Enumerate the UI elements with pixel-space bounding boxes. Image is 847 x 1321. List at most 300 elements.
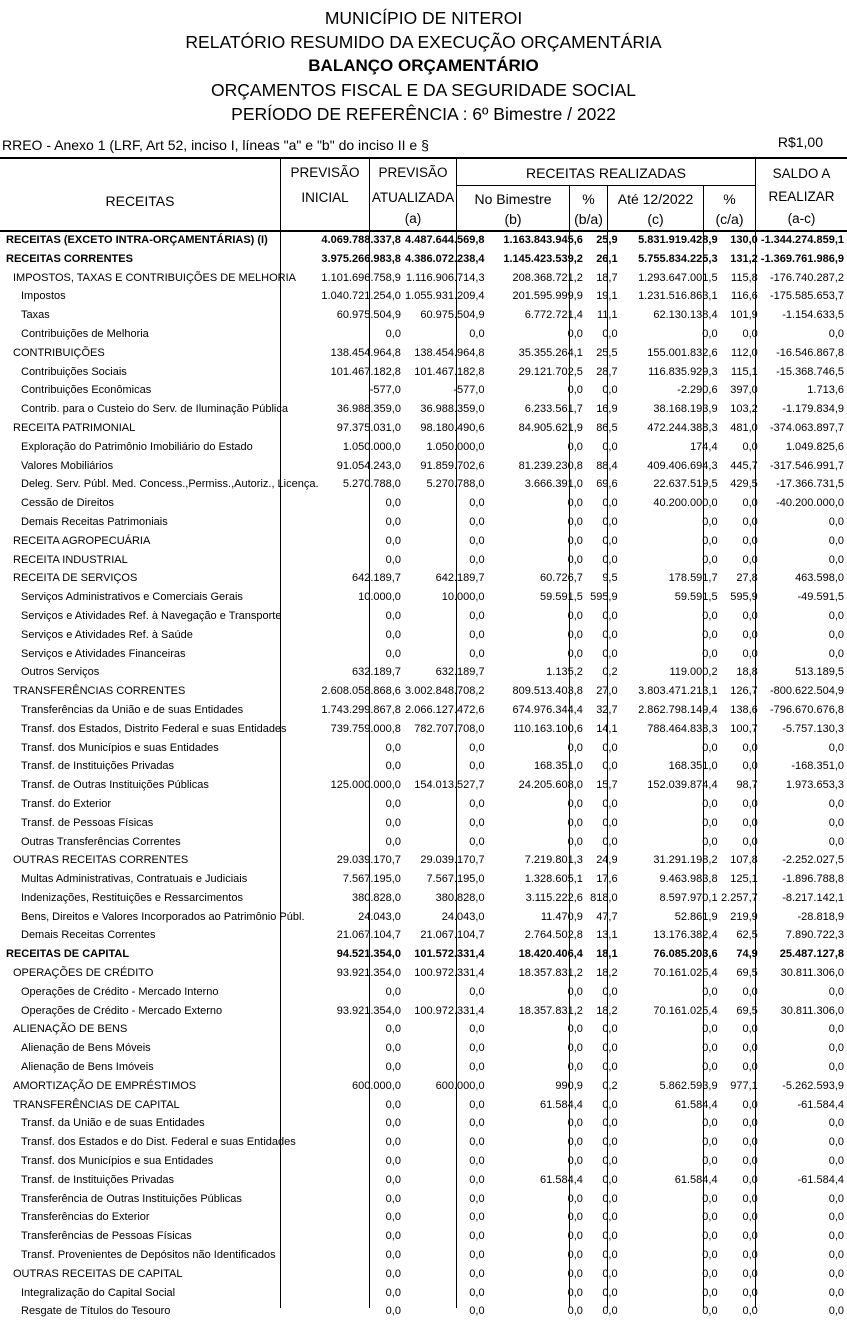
no-bimestre: 59.591,5 bbox=[540, 591, 583, 604]
previsao-atualizada: 101.467.182,8 bbox=[414, 365, 485, 378]
no-bimestre: 1.328.605,1 bbox=[524, 873, 583, 886]
pct-ba: 0,0 bbox=[602, 1305, 618, 1318]
ate-periodo: 0,0 bbox=[702, 609, 718, 622]
ate-periodo: 1.231.516.863,1 bbox=[638, 290, 718, 303]
row-label: AMORTIZAÇÃO DE EMPRÉSTIMOS bbox=[13, 1079, 197, 1092]
col-ate-line1: Até 12/2022 bbox=[617, 191, 694, 207]
table-row bbox=[0, 250, 847, 269]
saldo-a-realizar: -2.252.027,5 bbox=[782, 854, 844, 867]
no-bimestre: 35.355.264,1 bbox=[518, 346, 583, 359]
previsao-inicial: 0,0 bbox=[385, 1211, 401, 1224]
previsao-atualizada: 0,0 bbox=[469, 534, 485, 547]
row-label: ALIENAÇÃO DE BENS bbox=[13, 1023, 128, 1036]
table-row bbox=[0, 739, 847, 758]
saldo-a-realizar: 463.598,0 bbox=[795, 572, 844, 585]
ate-periodo: 174,4 bbox=[690, 440, 718, 453]
previsao-inicial: 600.000,0 bbox=[352, 1079, 401, 1092]
ate-periodo: 0,0 bbox=[702, 985, 718, 998]
col-prev-atual-line3: (a) bbox=[404, 211, 422, 226]
table-row bbox=[0, 1039, 847, 1058]
previsao-inicial: 0,0 bbox=[385, 1136, 401, 1149]
pct-ca: 0,0 bbox=[742, 515, 758, 528]
no-bimestre: 3.115.222,6 bbox=[525, 891, 583, 904]
ate-periodo: 70.161.025,4 bbox=[653, 967, 718, 980]
pct-ca: 0,0 bbox=[742, 816, 758, 829]
table-row bbox=[0, 833, 847, 852]
ate-periodo: 13.176.382,4 bbox=[653, 929, 718, 942]
row-label: Transf. da União e de suas Entidades bbox=[21, 1117, 205, 1130]
saldo-a-realizar: -61.584,4 bbox=[797, 1098, 844, 1111]
pct-ca: 27,8 bbox=[736, 572, 758, 585]
previsao-atualizada: 632.189,7 bbox=[435, 666, 485, 679]
previsao-inicial: 97.375.031,0 bbox=[336, 421, 401, 434]
no-bimestre: 0,0 bbox=[567, 1249, 583, 1262]
ate-periodo: 5.755.834.225,3 bbox=[638, 252, 718, 265]
ate-periodo: 472.244.388,3 bbox=[647, 421, 718, 434]
row-label: Contrib. para o Custeio do Serv. de Iluminação Pública bbox=[21, 403, 288, 416]
row-label: TRANSFERÊNCIAS CORRENTES bbox=[13, 685, 186, 698]
previsao-inicial: 739.759.000,8 bbox=[330, 722, 401, 735]
pct-ca: 0,0 bbox=[742, 1061, 758, 1074]
header-top-rule bbox=[0, 157, 847, 159]
pct-ca: 0,0 bbox=[742, 553, 758, 566]
municipality-title: MUNICÍPIO DE NITEROI bbox=[324, 8, 523, 28]
pct-ca: 0,0 bbox=[742, 1098, 758, 1111]
previsao-atualizada: 0,0 bbox=[469, 1117, 485, 1130]
pct-ba: 0,0 bbox=[602, 327, 618, 340]
table-row bbox=[0, 1152, 847, 1171]
previsao-inicial: 0,0 bbox=[385, 609, 401, 622]
pct-ca: 69,5 bbox=[736, 1004, 758, 1017]
no-bimestre: 0,0 bbox=[567, 1286, 583, 1299]
no-bimestre: 1.145.423.539,2 bbox=[503, 252, 583, 265]
saldo-a-realizar: 25.487.127,8 bbox=[779, 948, 844, 961]
table-row bbox=[0, 1133, 847, 1152]
ate-periodo: 61.584,4 bbox=[674, 1173, 718, 1186]
col-prev-atual-line2: ATUALIZADA bbox=[371, 190, 455, 205]
table-row bbox=[0, 1265, 847, 1284]
table-row bbox=[0, 1114, 847, 1133]
table-row bbox=[0, 701, 847, 720]
pct-ca: 0,0 bbox=[742, 497, 758, 510]
table-row bbox=[0, 231, 847, 250]
pct-ba: 595,9 bbox=[590, 591, 618, 604]
pct-ca: 116,6 bbox=[731, 290, 758, 303]
table-row bbox=[0, 1171, 847, 1190]
previsao-inicial: 0,0 bbox=[385, 327, 401, 340]
col-pct-ca-line1: % bbox=[723, 191, 736, 207]
table-row bbox=[0, 363, 847, 382]
saldo-a-realizar: 513.189,5 bbox=[795, 666, 844, 679]
row-label: Transf. do Exterior bbox=[21, 797, 112, 810]
pct-ba: 17,6 bbox=[596, 873, 618, 886]
previsao-inicial: 21.067.104,7 bbox=[336, 929, 401, 942]
pct-ba: 0,0 bbox=[602, 647, 618, 660]
previsao-inicial: 0,0 bbox=[385, 835, 401, 848]
pct-ca: 0,0 bbox=[742, 1267, 758, 1280]
ate-periodo: 8.597.970,1 bbox=[659, 891, 718, 904]
ate-periodo: 0,0 bbox=[702, 1023, 718, 1036]
pct-ca: 0,0 bbox=[742, 741, 758, 754]
pct-ca: 0,0 bbox=[742, 1230, 758, 1243]
row-label: Multas Administrativas, Contratuais e Judiciais bbox=[21, 873, 248, 886]
previsao-inicial: 0,0 bbox=[385, 1230, 401, 1243]
ate-periodo: 70.161.025,4 bbox=[653, 1004, 718, 1017]
previsao-atualizada: 0,0 bbox=[469, 515, 485, 528]
no-bimestre: 0,0 bbox=[567, 1211, 583, 1224]
previsao-atualizada: 36.988.359,0 bbox=[420, 403, 485, 416]
saldo-a-realizar: 0,0 bbox=[828, 741, 844, 754]
pct-ba: 0,0 bbox=[602, 1136, 618, 1149]
ate-periodo: 0,0 bbox=[702, 1155, 718, 1168]
previsao-inicial: 0,0 bbox=[385, 497, 401, 510]
ate-periodo: 59.591,5 bbox=[674, 591, 718, 604]
pct-ca: 0,0 bbox=[742, 985, 758, 998]
pct-ca: 0,0 bbox=[742, 647, 758, 660]
pct-ba: 18,2 bbox=[596, 1004, 618, 1017]
previsao-inicial: 0,0 bbox=[385, 760, 401, 773]
saldo-a-realizar: -15.368.746,5 bbox=[776, 365, 844, 378]
ate-periodo: 178.591,7 bbox=[668, 572, 718, 585]
pct-ca: 126,7 bbox=[730, 685, 758, 698]
saldo-a-realizar: 0,0 bbox=[828, 1211, 844, 1224]
pct-ca: 0,0 bbox=[742, 760, 758, 773]
ate-periodo: 0,0 bbox=[702, 628, 718, 641]
table-row bbox=[0, 1002, 847, 1021]
no-bimestre: 24.205.608,0 bbox=[518, 779, 583, 792]
row-label: Transf. de Instituições Privadas bbox=[21, 1173, 175, 1186]
pct-ba: 0,0 bbox=[602, 1042, 618, 1055]
previsao-atualizada: 1.050.000,0 bbox=[426, 440, 485, 453]
row-label: RECEITAS CORRENTES bbox=[6, 252, 133, 265]
row-label: RECEITA INDUSTRIAL bbox=[13, 553, 128, 566]
table-row bbox=[0, 381, 847, 400]
ate-periodo: 0,0 bbox=[702, 1230, 718, 1243]
previsao-inicial: 0,0 bbox=[385, 1286, 401, 1299]
ate-periodo: 0,0 bbox=[702, 515, 718, 528]
row-label: Demais Receitas Patrimoniais bbox=[21, 515, 168, 528]
previsao-inicial: 0,0 bbox=[385, 1267, 401, 1280]
previsao-atualizada: 380.828,0 bbox=[435, 891, 485, 904]
pct-ba: 0,0 bbox=[602, 797, 618, 810]
saldo-a-realizar: -40.200.000,0 bbox=[776, 497, 844, 510]
no-bimestre: 0,0 bbox=[567, 835, 583, 848]
no-bimestre: 0,0 bbox=[567, 534, 583, 547]
col-saldo-line2: REALIZAR bbox=[768, 189, 835, 204]
table-row bbox=[0, 588, 847, 607]
table-row bbox=[0, 851, 847, 870]
pct-ba: 0,0 bbox=[602, 816, 618, 829]
pct-ca: 125,1 bbox=[730, 873, 758, 886]
no-bimestre: 0,0 bbox=[567, 1042, 583, 1055]
no-bimestre: 11.470,9 bbox=[540, 910, 583, 923]
previsao-atualizada: 782.707.708,0 bbox=[414, 722, 485, 735]
previsao-inicial: 7.567.195,0 bbox=[342, 873, 401, 886]
row-label: Serviços e Atividades Ref. à Saúde bbox=[21, 628, 193, 641]
row-label: Transferências da União e de suas Entidades bbox=[21, 703, 244, 716]
pct-ba: 15,7 bbox=[596, 779, 618, 792]
ate-periodo: 0,0 bbox=[702, 797, 718, 810]
col-no-bimestre-line1: No Bimestre bbox=[474, 191, 552, 207]
pct-ca: 445,7 bbox=[730, 459, 758, 472]
no-bimestre: 84.905.621,9 bbox=[518, 421, 583, 434]
table-row bbox=[0, 1190, 847, 1209]
ate-periodo: 0,0 bbox=[702, 647, 718, 660]
saldo-a-realizar: -8.217.142,1 bbox=[782, 891, 844, 904]
no-bimestre: 0,0 bbox=[567, 384, 583, 397]
previsao-inicial: 1.743.299.867,8 bbox=[321, 703, 401, 716]
row-label: Transf. dos Estados e do Dist. Federal e suas Entidades bbox=[21, 1136, 296, 1149]
previsao-inicial: 101.467.182,8 bbox=[330, 365, 401, 378]
pct-ca: 0,0 bbox=[742, 327, 758, 340]
previsao-atualizada: 0,0 bbox=[469, 1192, 485, 1205]
pct-ca: 0,0 bbox=[742, 440, 758, 453]
previsao-inicial: 5.270.788,0 bbox=[342, 478, 401, 491]
row-label: Operações de Crédito - Mercado Interno bbox=[21, 985, 219, 998]
saldo-a-realizar: 0,0 bbox=[828, 1267, 844, 1280]
previsao-atualizada: 5.270.788,0 bbox=[426, 478, 485, 491]
previsao-atualizada: 1.116.906.714,3 bbox=[405, 271, 485, 284]
previsao-atualizada: 29.039.170,7 bbox=[420, 854, 485, 867]
pct-ba: 0,0 bbox=[602, 1061, 618, 1074]
previsao-inicial: 0,0 bbox=[385, 1155, 401, 1168]
pct-ba: 0,0 bbox=[602, 628, 618, 641]
table-row bbox=[0, 983, 847, 1002]
no-bimestre: 0,0 bbox=[567, 440, 583, 453]
ate-periodo: 5.831.919.428,9 bbox=[638, 234, 718, 246]
previsao-inicial: 642.189,7 bbox=[352, 572, 401, 585]
table-row bbox=[0, 1020, 847, 1039]
pct-ca: 0,0 bbox=[742, 1211, 758, 1224]
row-label: RECEITA PATRIMONIAL bbox=[13, 421, 136, 434]
ate-periodo: 62.130.138,4 bbox=[653, 309, 718, 322]
pct-ba: 0,0 bbox=[602, 760, 618, 773]
currency-unit: R$1,00 bbox=[777, 134, 823, 150]
row-label: Transferências de Pessoas Físicas bbox=[21, 1230, 192, 1243]
no-bimestre: 7.219.801,3 bbox=[524, 854, 583, 867]
no-bimestre: 1.135,2 bbox=[546, 666, 583, 679]
previsao-inicial: 1.040.721.254,0 bbox=[321, 290, 401, 303]
row-label: Impostos bbox=[21, 290, 66, 303]
row-label: Resgate de Títulos do Tesouro bbox=[21, 1305, 171, 1318]
previsao-inicial: 2.608.058.868,6 bbox=[321, 685, 401, 698]
ate-periodo: 38.168.193,9 bbox=[653, 403, 718, 416]
saldo-a-realizar: -1.344.274.859,1 bbox=[760, 234, 844, 246]
previsao-inicial: 0,0 bbox=[385, 534, 401, 547]
row-label: Cessão de Direitos bbox=[21, 497, 114, 510]
pct-ba: 0,0 bbox=[602, 1286, 618, 1299]
previsao-atualizada: 0,0 bbox=[469, 1098, 485, 1111]
ate-periodo: 119.000,2 bbox=[669, 666, 718, 679]
row-label: Serviços Administrativos e Comerciais Gerais bbox=[21, 591, 243, 604]
previsao-atualizada: 154.013.527,7 bbox=[414, 779, 485, 792]
pct-ca: 0,0 bbox=[742, 1042, 758, 1055]
ate-periodo: 0,0 bbox=[702, 1117, 718, 1130]
previsao-atualizada: 0,0 bbox=[469, 797, 485, 810]
table-row bbox=[0, 645, 847, 664]
ate-periodo: 5.862.593,9 bbox=[659, 1079, 718, 1092]
row-label: Transf. de Outras Instituições Públicas bbox=[21, 779, 209, 792]
pct-ba: 0,0 bbox=[602, 1155, 618, 1168]
saldo-a-realizar: -168.351,0 bbox=[791, 760, 844, 773]
row-label: OPERAÇÕES DE CRÉDITO bbox=[13, 967, 154, 980]
col-pct-ba-line2: (b/a) bbox=[574, 211, 603, 227]
annex-reference: RREO - Anexo 1 (LRF, Art 52, inciso I, líneas "a" e "b" do inciso II e § bbox=[2, 137, 429, 153]
pct-ca: 0,0 bbox=[742, 1023, 758, 1036]
no-bimestre: 208.368.721,2 bbox=[512, 271, 583, 284]
report-subtitle: BALANÇO ORÇAMENTÁRIO bbox=[308, 56, 539, 75]
saldo-a-realizar: 0,0 bbox=[828, 534, 844, 547]
saldo-a-realizar: -1.179.834,9 bbox=[782, 403, 844, 416]
saldo-a-realizar: 0,0 bbox=[828, 628, 844, 641]
previsao-atualizada: 24.043,0 bbox=[441, 910, 485, 923]
pct-ca: 0,0 bbox=[742, 534, 758, 547]
row-label: Taxas bbox=[21, 309, 50, 322]
no-bimestre: 110.163.100,6 bbox=[513, 722, 583, 735]
row-label: CONTRIBUIÇÕES bbox=[13, 346, 105, 359]
saldo-a-realizar: 0,0 bbox=[828, 553, 844, 566]
pct-ba: 25,9 bbox=[596, 234, 618, 246]
previsao-atualizada: 0,0 bbox=[469, 1136, 485, 1149]
saldo-a-realizar: -175.585.653,7 bbox=[769, 290, 844, 303]
previsao-atualizada: 0,0 bbox=[469, 647, 485, 660]
pct-ba: 0,0 bbox=[602, 1192, 618, 1205]
pct-ba: 0,0 bbox=[602, 497, 618, 510]
ate-periodo: 0,0 bbox=[702, 534, 718, 547]
saldo-a-realizar: -317.546.991,7 bbox=[769, 459, 844, 472]
row-label: OUTRAS RECEITAS DE CAPITAL bbox=[13, 1267, 183, 1280]
ate-periodo: 0,0 bbox=[702, 1042, 718, 1055]
pct-ba: 25,5 bbox=[596, 346, 618, 359]
previsao-atualizada: 0,0 bbox=[469, 1286, 485, 1299]
no-bimestre: 0,0 bbox=[567, 515, 583, 528]
pct-ca: 115,8 bbox=[731, 271, 758, 284]
pct-ca: 74,9 bbox=[736, 948, 758, 961]
ate-periodo: 9.463.983,8 bbox=[659, 873, 718, 886]
no-bimestre: 18.420.406,4 bbox=[518, 948, 583, 961]
previsao-inicial: 138.454.964,8 bbox=[330, 346, 401, 359]
pct-ca: 103,2 bbox=[730, 403, 758, 416]
no-bimestre: 0,0 bbox=[567, 741, 583, 754]
previsao-atualizada: 0,0 bbox=[469, 760, 485, 773]
pct-ca: 112,0 bbox=[731, 346, 758, 359]
table-row bbox=[0, 1227, 847, 1246]
previsao-atualizada: 0,0 bbox=[469, 327, 485, 340]
ate-periodo: 155.001.832,6 bbox=[647, 346, 718, 359]
saldo-a-realizar: -1.369.761.986,9 bbox=[760, 252, 844, 265]
no-bimestre: 0,0 bbox=[567, 1061, 583, 1074]
table-row bbox=[0, 926, 847, 945]
no-bimestre: 0,0 bbox=[567, 1117, 583, 1130]
no-bimestre: 0,0 bbox=[567, 816, 583, 829]
saldo-a-realizar: -1.896.788,8 bbox=[782, 873, 844, 886]
previsao-atualizada: 4.487.644.569,8 bbox=[405, 234, 485, 246]
saldo-a-realizar: -1.154.633,5 bbox=[782, 309, 844, 322]
pct-ca: 100,7 bbox=[730, 722, 758, 735]
ate-periodo: 1.293.647.001,5 bbox=[638, 271, 718, 284]
previsao-atualizada: 10.000,0 bbox=[441, 591, 485, 604]
pct-ba: 18,1 bbox=[596, 948, 618, 961]
row-label: Transf. de Instituições Privadas bbox=[21, 760, 175, 773]
ate-periodo: 0,0 bbox=[702, 1305, 718, 1318]
table-row bbox=[0, 569, 847, 588]
pct-ca: 62,5 bbox=[736, 929, 758, 942]
previsao-inicial: 94.521.354,0 bbox=[336, 948, 401, 961]
ate-periodo: 0,0 bbox=[702, 741, 718, 754]
table-row bbox=[0, 1284, 847, 1303]
saldo-a-realizar: 0,0 bbox=[828, 647, 844, 660]
pct-ca: 595,9 bbox=[730, 591, 758, 604]
table-row bbox=[0, 1246, 847, 1265]
row-label: Contribuições Econômicas bbox=[21, 384, 152, 397]
pct-ca: 397,0 bbox=[730, 384, 758, 397]
ate-periodo: 76.085.203,6 bbox=[653, 948, 718, 961]
no-bimestre: 61.584,4 bbox=[540, 1098, 583, 1111]
col-prev-atual-line1: PREVISÃO bbox=[378, 165, 448, 180]
table-row bbox=[0, 1208, 847, 1227]
row-label: Integralização do Capital Social bbox=[21, 1286, 176, 1299]
pct-ca: 0,0 bbox=[742, 1305, 758, 1318]
pct-ba: 0,0 bbox=[602, 1230, 618, 1243]
previsao-inicial: 0,0 bbox=[385, 1023, 401, 1036]
ate-periodo: 52.861,9 bbox=[674, 910, 718, 923]
pct-ba: 27,0 bbox=[596, 685, 618, 698]
previsao-inicial: 0,0 bbox=[385, 1042, 401, 1055]
pct-ca: 0,0 bbox=[742, 1117, 758, 1130]
previsao-inicial: 0,0 bbox=[385, 816, 401, 829]
no-bimestre: 674.976.344,4 bbox=[512, 703, 583, 716]
row-label: RECEITAS (EXCETO INTRA-ORÇAMENTÁRIAS) (I) bbox=[6, 234, 268, 246]
no-bimestre: 2.764.502,8 bbox=[524, 929, 583, 942]
previsao-inicial: 0,0 bbox=[385, 741, 401, 754]
no-bimestre: 0,0 bbox=[567, 1267, 583, 1280]
previsao-atualizada: 0,0 bbox=[469, 741, 485, 754]
pct-ba: 88,4 bbox=[596, 459, 618, 472]
pct-ba: 18,7 bbox=[596, 271, 618, 284]
ate-periodo: 0,0 bbox=[702, 816, 718, 829]
table-row bbox=[0, 532, 847, 551]
table-row bbox=[0, 400, 847, 419]
row-label: Contribuições Sociais bbox=[21, 365, 127, 378]
ate-periodo: 40.200.000,0 bbox=[653, 497, 718, 510]
previsao-atualizada: 100.972.331,4 bbox=[414, 967, 485, 980]
col-saldo-line1: SALDO A bbox=[772, 166, 831, 181]
table-row bbox=[0, 607, 847, 626]
ate-periodo: 0,0 bbox=[702, 835, 718, 848]
previsao-atualizada: 4.386.072.238,4 bbox=[405, 252, 485, 265]
ate-periodo: 116.835.929,3 bbox=[648, 365, 718, 378]
pct-ba: 0,0 bbox=[602, 553, 618, 566]
saldo-a-realizar: 1.049.825,6 bbox=[785, 440, 844, 453]
pct-ba: 16,9 bbox=[596, 403, 618, 416]
previsao-atualizada: 0,0 bbox=[469, 497, 485, 510]
no-bimestre: 18.357.831,2 bbox=[518, 1004, 583, 1017]
pct-ba: 0,0 bbox=[602, 985, 618, 998]
row-label: Deleg. Serv. Públ. Med. Concess.,Permiss.,Autoriz., Licença. bbox=[21, 478, 319, 491]
pct-ba: 818,0 bbox=[590, 891, 618, 904]
previsao-inicial: 0,0 bbox=[385, 553, 401, 566]
pct-ca: 0,0 bbox=[742, 835, 758, 848]
ate-periodo: 0,0 bbox=[702, 327, 718, 340]
no-bimestre: 0,0 bbox=[567, 647, 583, 660]
pct-ca: 98,7 bbox=[736, 779, 758, 792]
previsao-atualizada: 101.572.331,4 bbox=[414, 948, 485, 961]
previsao-inicial: 632.189,7 bbox=[352, 666, 401, 679]
ate-periodo: 0,0 bbox=[702, 1211, 718, 1224]
saldo-a-realizar: -16.546.867,8 bbox=[776, 346, 844, 359]
previsao-inicial: 91.054.243,0 bbox=[336, 459, 401, 472]
table-row bbox=[0, 513, 847, 532]
